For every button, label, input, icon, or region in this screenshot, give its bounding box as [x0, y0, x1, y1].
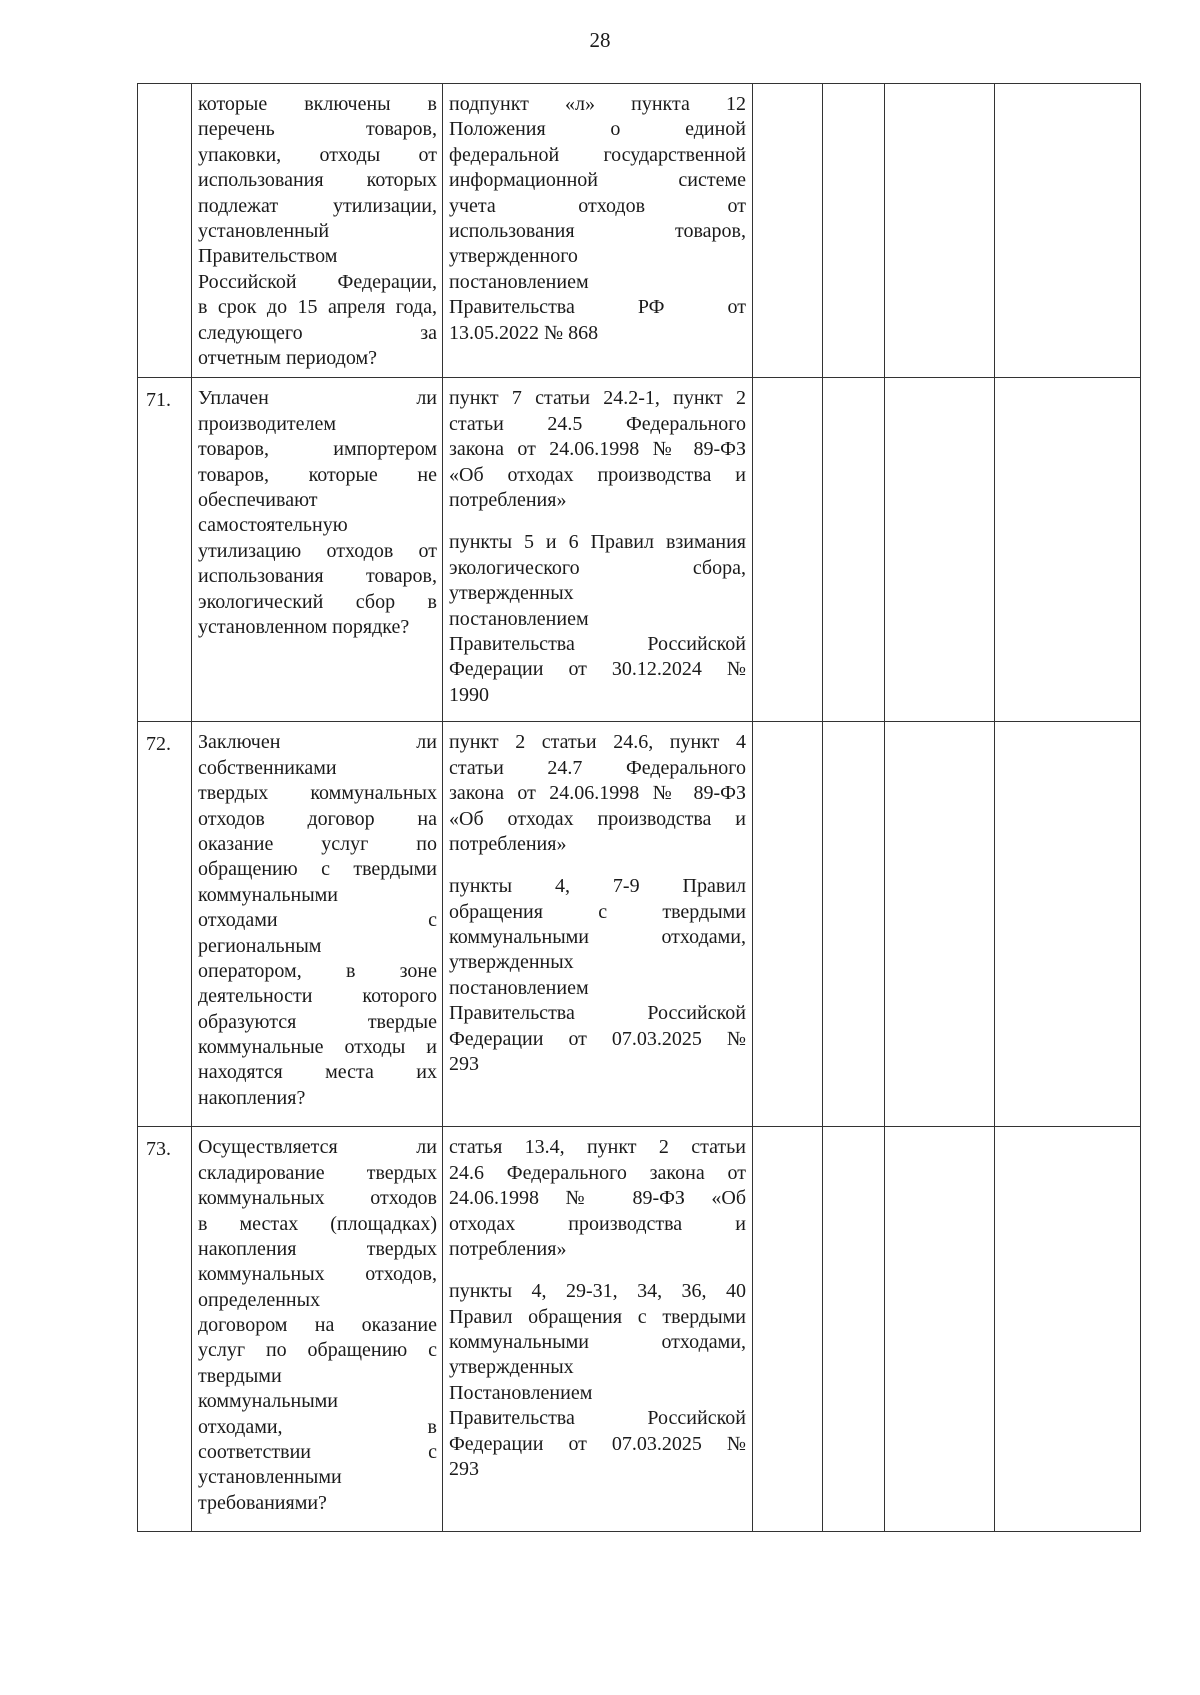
question-line: в срок до 15 апреля года, — [198, 296, 437, 319]
question-line: перечень товаров, — [198, 118, 437, 141]
answer-cell-4 — [995, 1127, 1141, 1532]
reference-line: статьи 24.7 Федерального — [449, 756, 746, 779]
answer-cell-3 — [885, 1127, 995, 1532]
answer-cell-4 — [995, 722, 1141, 1127]
question-line: накопления твердых — [198, 1237, 437, 1260]
checklist-table — [137, 83, 1141, 1532]
reference-line: информационной системе — [449, 169, 746, 192]
question-line: самостоятельную — [198, 514, 348, 537]
reference-line: пункты 5 и 6 Правил взимания — [449, 531, 746, 554]
question-line: оказание услуг по — [198, 832, 437, 855]
question-line: деятельности которого — [198, 985, 437, 1008]
answer-cell-4 — [995, 378, 1141, 722]
answer-cell-2 — [823, 84, 885, 378]
question-line: требованиями? — [198, 1491, 327, 1514]
question-line: коммунальными — [198, 1390, 338, 1413]
legal-reference-cell — [443, 378, 753, 722]
question-line: производителем — [198, 412, 337, 435]
reference-line: закона от 24.06.1998 № 89-ФЗ — [449, 438, 746, 461]
reference-line: отходах производства и — [449, 1212, 746, 1235]
row-number — [138, 84, 192, 378]
reference-line: коммунальными отходами, — [449, 926, 746, 949]
reference-line: пункт 7 статьи 24.2-1, пункт 2 — [449, 387, 746, 410]
reference-line: Постановлением — [449, 1381, 593, 1404]
answer-cell-2 — [823, 378, 885, 722]
reference-line: потребления» — [449, 832, 567, 855]
question-line: услуг по обращению с — [198, 1339, 437, 1362]
reference-line: Правил обращения с твердыми — [449, 1305, 746, 1328]
row-number: 72. — [138, 722, 192, 1127]
reference-line: утвержденных — [449, 582, 574, 605]
reference-line: подпункт «л» пункта 12 — [449, 93, 746, 115]
reference-line: 293 — [449, 1458, 479, 1481]
question-cell — [192, 722, 443, 1127]
question-line: обеспечивают — [198, 488, 318, 511]
answer-cell-3 — [885, 84, 995, 378]
paragraph-gap — [449, 857, 746, 874]
question-cell — [192, 1127, 443, 1532]
question-line: договором на оказание — [198, 1314, 437, 1337]
reference-line: обращения с твердыми — [449, 900, 746, 923]
row-number: 73. — [138, 1127, 192, 1532]
reference-line: экологического сбора, — [449, 556, 746, 579]
reference-line: утвержденного — [449, 245, 578, 268]
reference-line: потребления» — [449, 1237, 567, 1260]
question-line: коммунальные отходы и — [198, 1036, 437, 1059]
question-line: отчетным периодом? — [198, 346, 377, 369]
legal-reference-cell — [443, 722, 753, 1127]
question-line: находятся места их — [198, 1061, 437, 1084]
question-line: товаров, импортером — [198, 438, 437, 461]
paragraph-gap — [449, 513, 746, 530]
question-line: Уплачен ли — [198, 387, 437, 410]
reference-line: утвержденных — [449, 951, 574, 974]
question-line: складирование твердых — [198, 1161, 437, 1184]
checklist-body — [138, 84, 1141, 1532]
reference-line: постановлением — [449, 607, 589, 630]
table-row — [138, 722, 1141, 1127]
question-line: использования которых — [198, 169, 437, 192]
paragraph-gap — [449, 1262, 746, 1279]
reference-line: постановлением — [449, 976, 589, 999]
legal-reference-cell — [443, 1127, 753, 1532]
question-cell — [192, 378, 443, 722]
answer-cell-1 — [753, 722, 823, 1127]
question-line: накопления? — [198, 1086, 306, 1109]
row-number: 71. — [138, 378, 192, 722]
question-line: отходами с — [198, 909, 437, 932]
reference-line: статьи 24.5 Федерального — [449, 412, 746, 435]
table-row — [138, 84, 1141, 378]
answer-cell-3 — [885, 378, 995, 722]
question-line: твердыми — [198, 1364, 282, 1387]
reference-line: утвержденных — [449, 1356, 574, 1379]
question-line: Российской Федерации, — [198, 270, 437, 293]
question-line: утилизацию отходов от — [198, 539, 437, 562]
reference-line: Федерации от 07.03.2025 № — [449, 1027, 746, 1050]
question-line: установленными — [198, 1466, 342, 1489]
reference-line: Федерации от 30.12.2024 № — [449, 658, 746, 681]
table-row — [138, 1127, 1141, 1532]
reference-line: Правительства РФ от — [449, 296, 746, 319]
answer-cell-2 — [823, 1127, 885, 1532]
question-line: Заключен ли — [198, 731, 437, 754]
answer-cell-4 — [995, 84, 1141, 378]
reference-line: Правительства Российской — [449, 1002, 746, 1025]
table-row — [138, 378, 1141, 722]
answer-cell-1 — [753, 84, 823, 378]
reference-line: использования товаров, — [449, 219, 746, 242]
reference-line: пункты 4, 29-31, 34, 36, 40 — [449, 1280, 746, 1303]
reference-line: 1990 — [449, 683, 489, 706]
question-line: следующего за — [198, 321, 437, 344]
reference-line: федеральной государственной — [449, 143, 746, 166]
question-line: коммунальными — [198, 883, 338, 906]
question-line: использования товаров, — [198, 565, 437, 588]
reference-line: 13.05.2022 № 868 — [449, 321, 599, 344]
reference-line: «Об отходах производства и — [449, 807, 746, 830]
question-line: коммунальных отходов — [198, 1187, 437, 1210]
question-line: отходов договор на — [198, 807, 437, 830]
answer-cell-1 — [753, 378, 823, 722]
reference-line: 293 — [449, 1053, 479, 1076]
question-line: твердых коммунальных — [198, 782, 437, 805]
question-line: региональным — [198, 934, 322, 957]
legal-reference-cell — [443, 84, 753, 378]
question-line: собственниками — [198, 756, 337, 779]
question-line: отходами, в — [198, 1415, 437, 1438]
question-line: установленном порядке? — [198, 615, 410, 638]
reference-line: закона от 24.06.1998 № 89-ФЗ — [449, 782, 746, 805]
question-line: товаров, которые не — [198, 463, 437, 486]
question-line: обращению с твердыми — [198, 858, 437, 881]
reference-line: пункт 2 статьи 24.6, пункт 4 — [449, 731, 746, 754]
question-line: оператором, в зоне — [198, 959, 437, 982]
reference-line: 24.6 Федерального закона от — [449, 1161, 746, 1184]
question-line: соответствии с — [198, 1441, 437, 1464]
answer-cell-1 — [753, 1127, 823, 1532]
question-line: Правительством — [198, 245, 338, 268]
question-line: экологический сбор в — [198, 590, 437, 613]
answer-cell-3 — [885, 722, 995, 1127]
reference-line: Правительства Российской — [449, 632, 746, 655]
reference-line: учета отходов от — [449, 194, 746, 217]
reference-line: постановлением — [449, 270, 589, 293]
question-line: установленный — [198, 219, 330, 242]
question-line: Осуществляется ли — [198, 1136, 437, 1159]
page-number: 28 — [589, 28, 611, 52]
answer-cell-2 — [823, 722, 885, 1127]
question-cell — [192, 84, 443, 378]
reference-line: 24.06.1998 № 89-ФЗ «Об — [449, 1187, 746, 1210]
reference-line: статья 13.4, пункт 2 статьи — [449, 1136, 746, 1159]
question-line: образуются твердые — [198, 1010, 437, 1033]
question-line: подлежат утилизации, — [198, 194, 437, 217]
question-line: определенных — [198, 1288, 321, 1311]
question-line: которые включены в — [198, 93, 437, 115]
reference-line: «Об отходах производства и — [449, 463, 746, 486]
question-line: коммунальных отходов, — [198, 1263, 437, 1286]
reference-line: Правительства Российской — [449, 1407, 746, 1430]
question-line: упаковки, отходы от — [198, 143, 437, 166]
reference-line: коммунальными отходами, — [449, 1331, 746, 1354]
question-line: в местах (площадках) — [198, 1212, 437, 1235]
reference-line: потребления» — [449, 488, 567, 511]
reference-line: пункты 4, 7-9 Правил — [449, 875, 746, 898]
reference-line: Положения о единой — [449, 118, 746, 141]
reference-line: Федерации от 07.03.2025 № — [449, 1432, 746, 1455]
